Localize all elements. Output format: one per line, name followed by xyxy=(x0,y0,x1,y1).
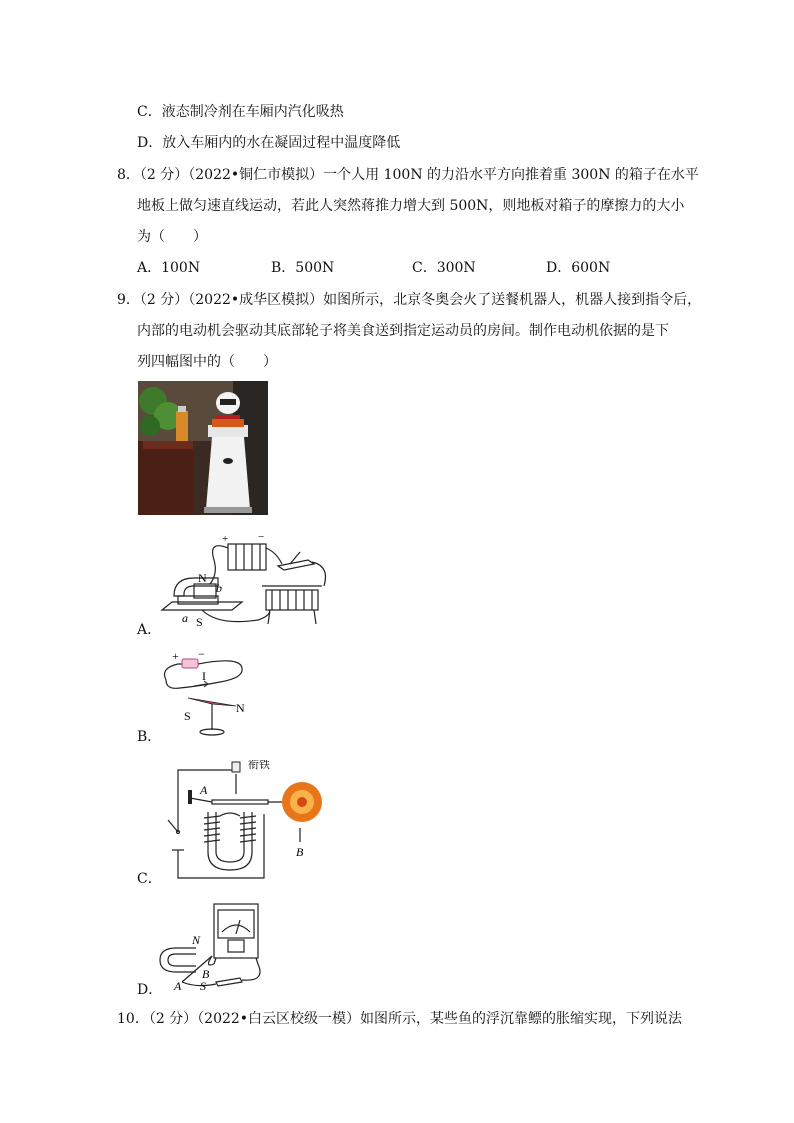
q8-option-d: D．600N xyxy=(546,260,611,276)
q8-option-c: C．300N xyxy=(412,260,476,276)
q10-stem-line1: 10．（2 分）（2022•白云区校级一模）如图所示，某些鱼的浮沉靠鳔的胀缩实现，下列说法 xyxy=(117,1011,683,1027)
fig-b-n-label: N xyxy=(236,701,245,715)
q9-stem-line3: 列四幅图中的（ ） xyxy=(137,354,277,370)
fig-b-plus-label: + xyxy=(172,649,179,663)
fig-a-plus-label: + xyxy=(222,533,229,545)
fig-a-a-label: a xyxy=(182,611,188,625)
q8-option-a: A．100N xyxy=(137,260,201,276)
q9-stem-line1: 9．（2 分）（2022•成华区模拟）如图所示，北京冬奥会火了送餐机器人，机器人接到指令后， xyxy=(117,292,702,308)
fig-c-armature-label: 衔铁 xyxy=(248,760,270,771)
q7-option-c: C．液态制冷剂在车厢内汽化吸热 xyxy=(137,104,344,120)
q8-stem-line2: 地板上做匀速直线运动，若此人突然蒋推力增大到 500N，则地板对箱子的摩擦力的大小 xyxy=(137,198,685,214)
fig-a-b-label: b xyxy=(216,581,222,595)
fig-b-s-label: S xyxy=(184,709,191,723)
fig-c-a-label: A xyxy=(200,783,208,797)
fig-b-i-label: I xyxy=(202,669,206,683)
fig-a-minus-label: − xyxy=(258,531,265,543)
motor-diagram xyxy=(158,530,330,634)
q9-option-b-label: B． xyxy=(137,729,162,745)
induction-diagram xyxy=(156,898,276,994)
robot-photo xyxy=(138,381,268,515)
fig-d-n-label: N xyxy=(192,933,201,947)
fig-d-b-label: B xyxy=(202,967,210,981)
oersted-diagram xyxy=(160,648,260,740)
q9-stem-line2: 内部的电动机会驱动其底部轮子将美食送到指定运动员的房间。制作电动机依据的是下 xyxy=(137,323,669,339)
q9-option-c-label: C． xyxy=(137,871,162,887)
fig-b-minus-label: − xyxy=(198,648,205,661)
fig-a-n-label: N xyxy=(198,571,207,585)
q7-option-d: D．放入车厢内的水在凝固过程中温度降低 xyxy=(137,135,401,151)
q9-option-a-label: A． xyxy=(137,622,162,638)
q8-stem-line3: 为（ ） xyxy=(137,229,207,245)
fig-d-a-label: A xyxy=(174,979,182,993)
q8-option-b: B．500N xyxy=(271,260,335,276)
fig-c-b-label: B xyxy=(296,845,304,859)
q8-stem-line1: 8．（2 分）（2022•铜仁市模拟）一个人用 100N 的力沿水平方向推着重 300N 的箱子在水平 xyxy=(117,167,699,183)
q9-option-d-label: D． xyxy=(137,982,163,998)
fig-a-s-label: S xyxy=(196,615,203,629)
fig-d-s-label: S xyxy=(200,979,206,993)
electric-bell-diagram xyxy=(160,760,330,884)
